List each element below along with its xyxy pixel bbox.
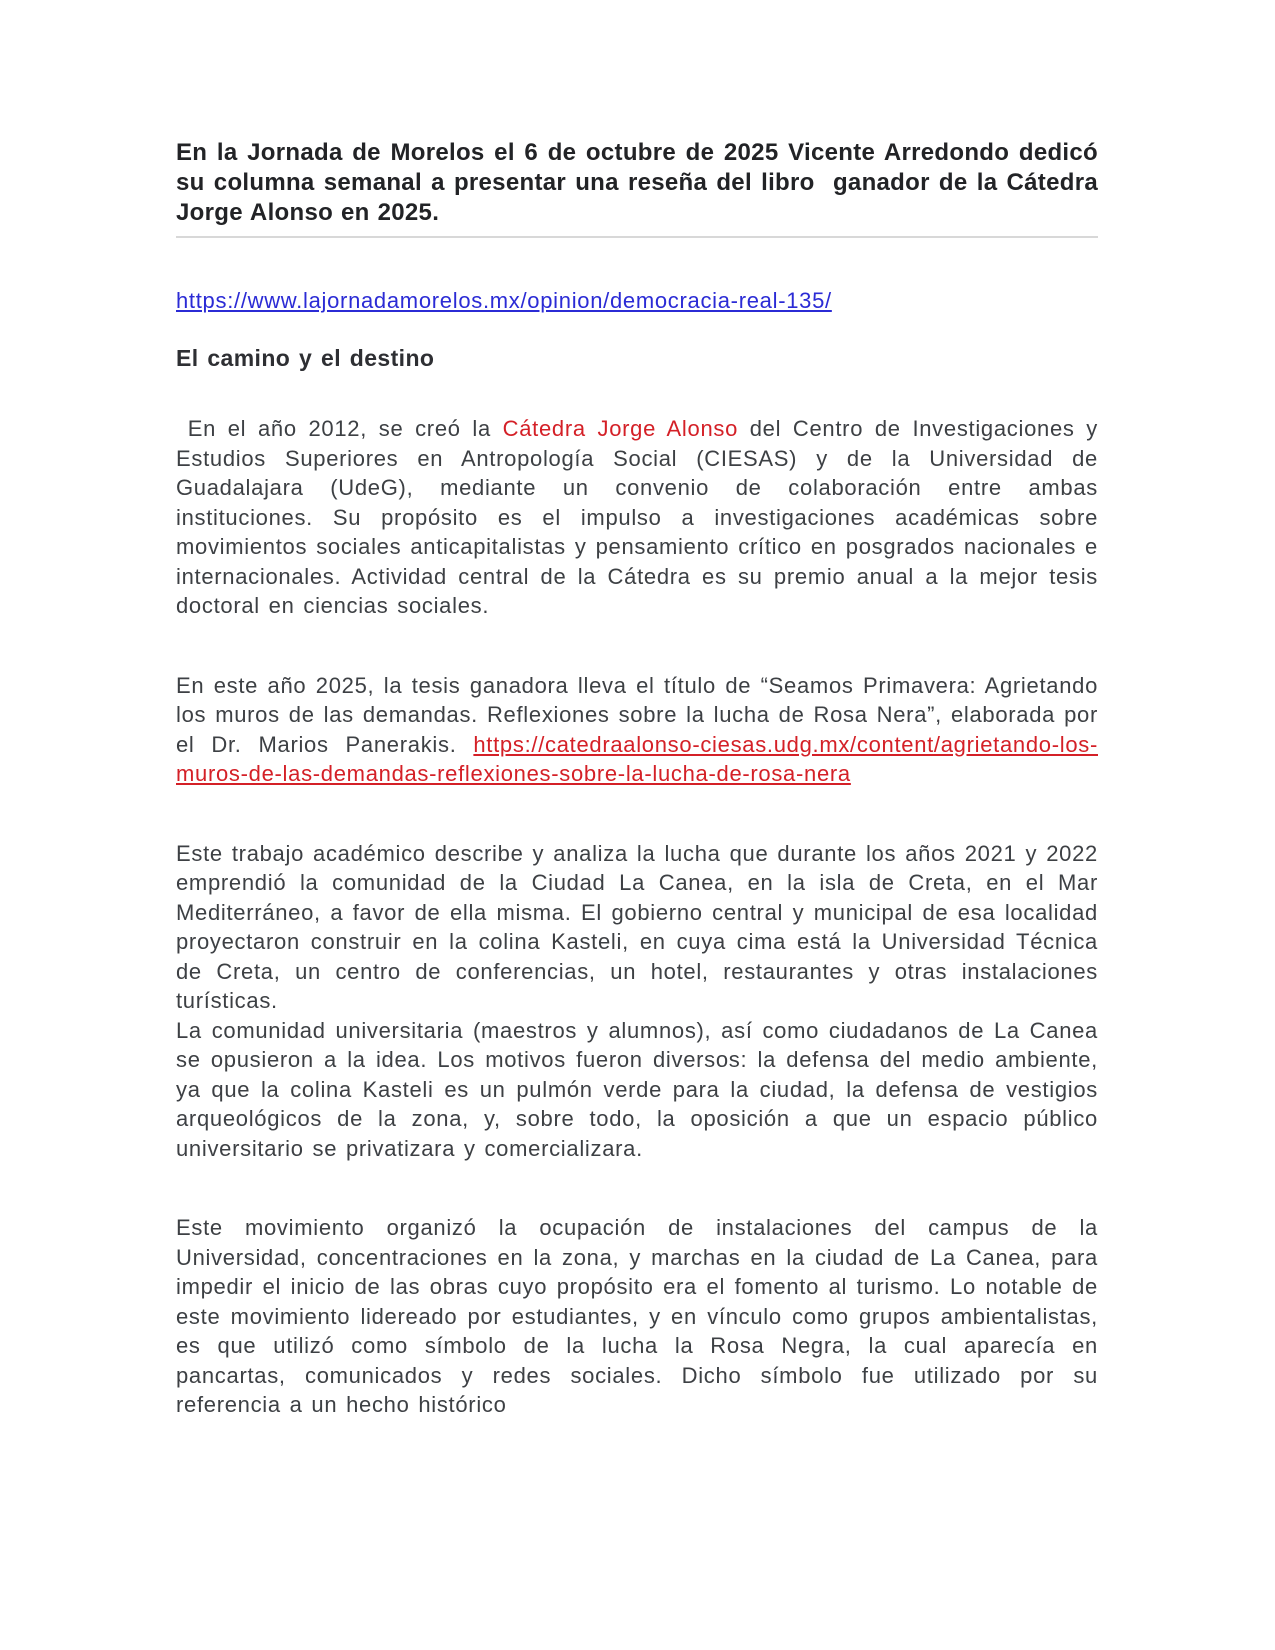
intro-heading: En la Jornada de Morelos el 6 de octubre de 2025 Vicente Arredondo dedicó su columna semanal a presentar una reseña del libro ganador de la Cátedra Jorge Alonso en 2025. (176, 139, 1098, 226)
paragraph-comunidad-oposicion: La comunidad universitaria (maestros y alumnos), así como ciudadanos de La Canea se opusieron a la idea. Los motivos fueron diversos: la defensa del medio ambiente, ya que la colina Kasteli es un pulmón verde para la ciudad, la defensa de vestigios arqueológicos de la zona, y, sobre todo, la oposición a que un espacio público universitario se privatizara y comercializara. (176, 1017, 1098, 1161)
column-title: El camino y el destino (176, 344, 435, 371)
document-content (176, 138, 1098, 1420)
paragraph-thesis-2025 (176, 671, 1098, 789)
catedra-thesis-link[interactable]: https://catedraalonso-ciesas.udg.mx/content/agrietando-los-muros-de-las-demandas-reflexiones-sobre-la-lucha-de-rosa-nera (176, 731, 1098, 786)
text-run: En este año 2025, la tesis ganadora lleva el título de “Seamos Primavera: Agrietando los muros de las demandas. Reflexiones sobre la lucha de Rosa Nera”, elaborada por el Dr. Marios Panerakis. (176, 672, 1098, 757)
text-run: del Centro de Investigaciones y Estudios Superiores en Antropología Social (CIESAS) y de la Universidad de Guadalajara (UdeG), mediante un convenio de colaboración entre ambas instituciones. Su propósito es el impulso a investigaciones académicas sobre movimientos sociales anticapitalistas y pensamiento crítico en posgrados nacionales e internacionales. Actividad central de la Cátedra es su premio anual a la mejor tesis doctoral en ciencias sociales. (176, 416, 1098, 618)
catedra-jorge-alonso-highlight: Cátedra Jorge Alonso (502, 416, 739, 441)
paragraph-lucha-descripcion: Este trabajo académico describe y analiza la lucha que durante los años 2021 y 2022 emprendió la comunidad de la Ciudad La Canea, en la isla de Creta, en el Mar Mediterráneo, a favor de ella misma. El gobierno central y municipal de esa localidad proyectaron construir en la colina Kasteli, en cuya cima está la Universidad Técnica de Creta, un centro de conferencias, un hotel, restaurantes y otras instalaciones turísticas. (176, 840, 1098, 1013)
paragraph-movimiento-simbolo: Este movimiento organizó la ocupación de instalaciones del campus de la Universidad, concentraciones en la zona, y marchas en la ciudad de La Canea, para impedir el inicio de las obras cuyo propósito era el fomento al turismo. Lo notable de este movimiento lidereado por estudiantes, y en vínculo como grupos ambientalistas, es que utilizó como símbolo de la lucha la Rosa Negra, la cual aparecía en pancartas, comunicados y redes sociales. Dicho símbolo fue utilizado por su referencia a un hecho histórico (176, 1215, 1098, 1417)
paragraph-catedra-origin (176, 414, 1098, 621)
jornada-article-link[interactable]: https://www.lajornadamorelos.mx/opinion/democracia-real-135/ (176, 288, 832, 313)
heading-divider (176, 236, 1098, 238)
text-run: En el año 2012, se creó la (176, 416, 503, 441)
article-link-line (176, 286, 1098, 316)
